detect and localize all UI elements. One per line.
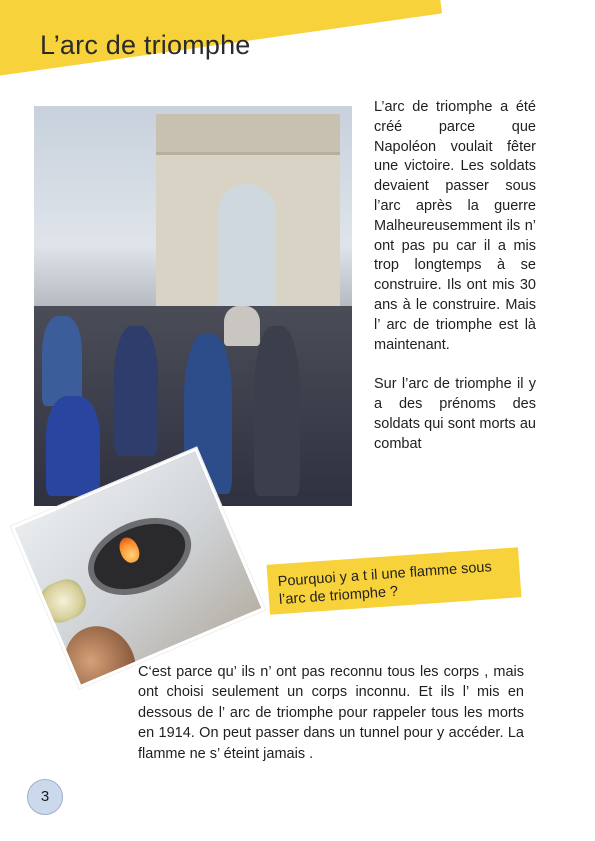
answer-paragraph: C‘est parce qu’ ils n’ ont pas reconnu tous les corps , mais ont choisi seulement un corps inconnu. Et ils l’ mis en dessous de l’ arc de triomphe pour rappeler tous les morts en 1914. On peut passer dans un tunnel pour y accéder. La flamme ne s’ éteint jamais . <box>138 664 524 762</box>
student-figure <box>42 316 82 406</box>
student-figure <box>114 326 158 456</box>
visitor-head <box>52 615 148 688</box>
question-text: Pourquoi y a t il une flamme sous l’arc de triomphe ? <box>277 559 493 609</box>
group-photo-arc-de-triomphe <box>34 106 352 506</box>
page-number-badge: 3 <box>27 779 63 815</box>
arch-opening <box>218 184 276 314</box>
arc-de-triomphe-monument <box>156 114 340 314</box>
student-figure <box>46 396 100 496</box>
flower-wreath <box>35 574 91 628</box>
article-paragraph: L’arc de triomphe a été créé parce que Napoléon voulait fêter une victoire. Les soldats devaient passer sous l’arc après la guerre Malheureusemment ils n’ ont pas pu car il a mis trop longtemps à se construire. Ils ont mis 30 ans à le construire. Mais l’ arc de triomphe est là maintenant. <box>374 99 536 353</box>
article-text <box>374 98 536 475</box>
flame-basin <box>76 503 203 610</box>
student-figure <box>224 306 260 346</box>
question-callout <box>267 547 522 614</box>
arch-cornice <box>156 114 340 155</box>
student-figure <box>254 326 300 496</box>
page-title: L’arc de triomphe <box>40 30 251 60</box>
article-paragraph: Sur l’arc de triomphe il y a des prénoms des soldats qui sont morts au combat <box>374 376 536 452</box>
